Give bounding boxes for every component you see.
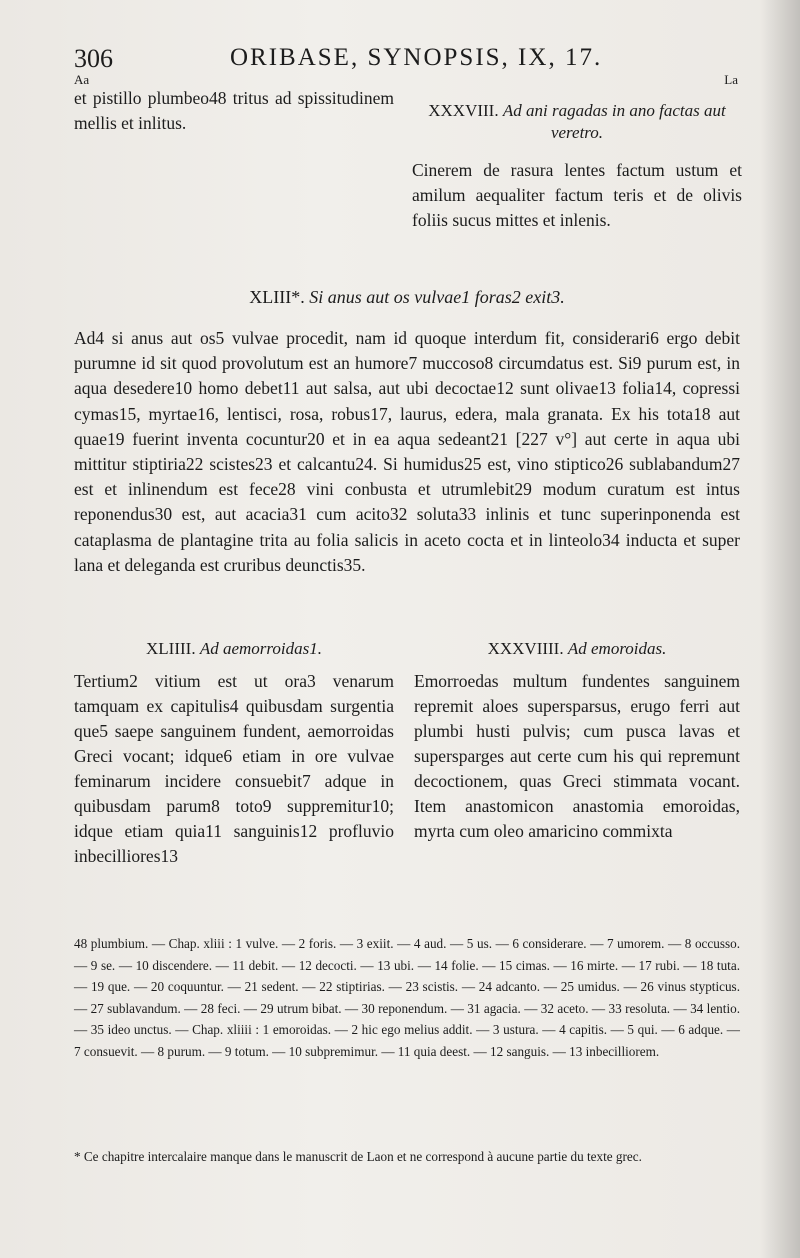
running-title: ORIBASE, SYNOPSIS, IX, 17. (230, 44, 603, 71)
chapter-body: Cinerem de rasura lentes factum ustum et amilum aequaliter factum teris et de olivis foliis sucus mittes et inlenis. (412, 160, 742, 230)
lead-right-section (412, 100, 742, 233)
chapter-body-xliii: Ad4 si anus aut os5 vulvae procedit, nam id quoque interdum fit, considerari6 ergo debit purumne id sit quod provolutum est an humore7 muccoso8 circumdatus est. Si9 purum est, in aqua desedere10 homo debet11 aut salsa, aut ubi decoctae12 sunt olivae13 folia14, copressi cymas15, myrtae16, lentisci, rosa, robus17, laurus, edera, mala granata. Ex his tota18 aut quae19 fuerint inventa cocuntur20 et in ea aqua sedeant21 [227 v°] aut certe in aqua ubi mittitur stiptiria22 scistes23 et calcantu24. Si humidus25 est, vino stiptico26 sublabandum27 est et inlinendum est fece28 vini conbusta et utrumlebit29 modum curatum est intus reponendus30 est, aut acacia31 cum acito32 soluta33 inlinis et tunc superinponenda est cataplasma de plantagine trita au folia salicis in aceto cocta et in linteolo34 inducta et super lana et deleganda est cruribus deunctis35. (74, 328, 740, 575)
chapter-number: XLIIII. (146, 639, 196, 658)
right-column (414, 636, 740, 844)
manuscript-siglum-left: Aa (74, 72, 90, 87)
chapter-body: Emorroedas multum fundentes sanguinem repremit aloes supersparsus, erugo ferri aut plumbi husti pulvis; cum pusca lavas et supersparges aut certe cum his qui repremunt decoctionem, quas Greci stimmata vocant. Item anastomicon anastomia emoroidas, myrta cum oleo amaricino commixta (414, 671, 740, 841)
chapter-heading-xxxviiii (414, 636, 740, 661)
chapter-title: Ad ani ragadas in ano factas aut veretro. (502, 101, 726, 142)
chapter-title: Ad emoroidas. (567, 639, 667, 658)
manuscript-siglum-right: La (724, 72, 738, 87)
left-column (74, 636, 394, 869)
chapter-number: XXXVIIII. (487, 639, 564, 658)
chapter-heading-xliii (74, 287, 740, 308)
footnote: * Ce chapitre intercalaire manque dans le manuscrit de Laon et ne correspond à aucune partie du texte grec. (74, 1149, 642, 1164)
chapter-number: XXXVIII. (428, 101, 499, 120)
running-header (74, 44, 740, 78)
chapter-body: Tertium2 vitium est ut ora3 venarum tamquam ex capitulis4 quibusdam surgentia que5 saepe sanguinem fundent, aemorroidas Greci vocant; idque6 etiam in ore vulvae feminarum incidere consuebit7 adque in quibusdam parum8 toto9 suppremitur10; idque etiam quia11 sanguinis12 profluvio inbecilliores13 (74, 671, 394, 866)
critical-apparatus: 48 plumbium. — Chap. xliii : 1 vulve. — 2 foris. — 3 exiit. — 4 aud. — 5 us. — 6 considerare. — 7 umorem. — 8 occusso. — 9 se. — 10 discendere. — 11 debit. — 12 decocti. — 13 ubi. — 14 folie. — 15 cimas. — 16 mirte. — 17 rubi. — 18 tuta. — 19 que. — 20 coquuntur. — 21 sedent. — 22 stiptirias. — 23 scistis. — 24 adcanto. — 25 umidus. — 26 vinus stypticus. — 27 sublavandum. — 28 feci. — 29 utrum bibat. — 30 reponendum. — 31 agacia. — 32 aceto. — 33 resoluta. — 34 lentio. — 35 ideo unctus. — Chap. xliiii : 1 emoroidas. — 2 hic ego melius addit. — 3 ustura. — 4 capitis. — 5 qui. — 6 adque. — 7 consuevit. — 8 purum. — 9 totum. — 10 subpremimur. — 11 quia deest. — 12 sanguis. — 13 inbecilliorem. (74, 936, 740, 1059)
page-number: 306 (74, 44, 113, 73)
chapter-number: XLIII*. (249, 287, 305, 307)
chapter-title: Si anus aut os vulvae1 foras2 exit3. (309, 287, 565, 307)
chapter-heading-xliiii (74, 636, 394, 661)
chapter-title: Ad aemorroidas1. (199, 639, 322, 658)
lead-left-text: et pistillo plumbeo48 tritus ad spissitudinem mellis et inlitus. (74, 88, 394, 133)
page-gutter-shadow (760, 0, 800, 1258)
chapter-heading-xxxviii (412, 100, 742, 144)
